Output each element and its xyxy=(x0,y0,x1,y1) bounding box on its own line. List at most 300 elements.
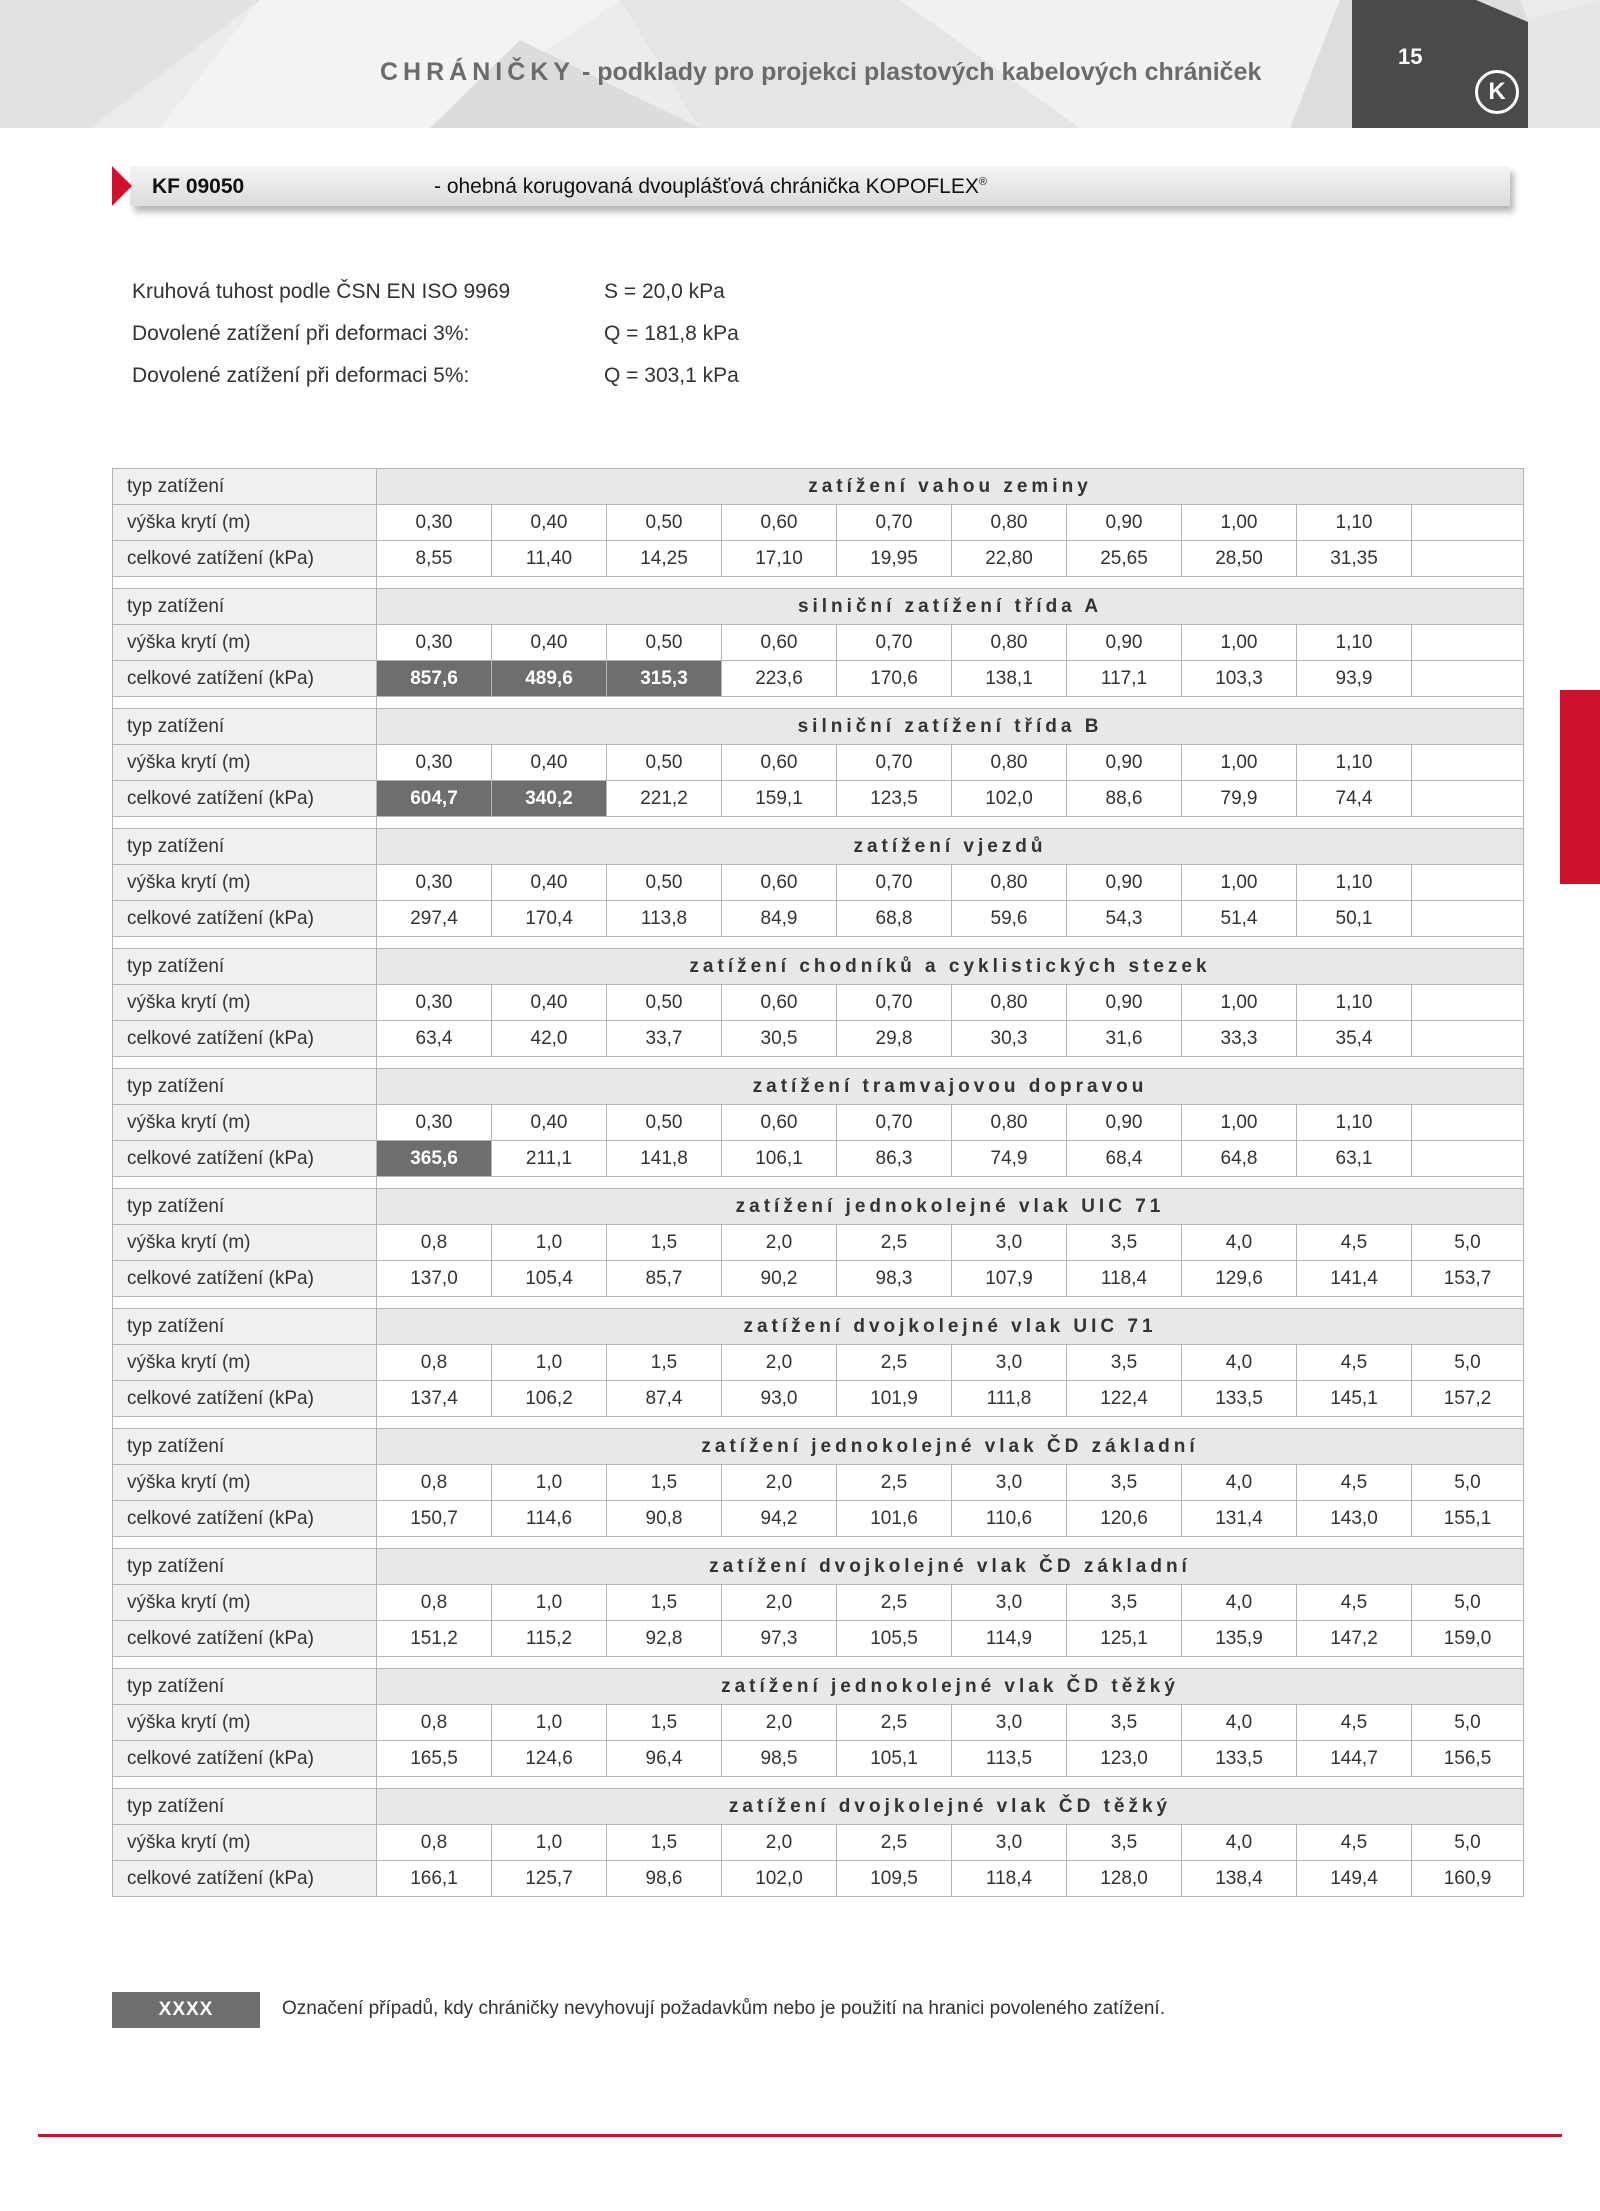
depth-cell: 0,8 xyxy=(377,1225,492,1261)
depth-cell: 4,0 xyxy=(1182,1585,1297,1621)
load-cell: 14,25 xyxy=(607,541,722,577)
gap-cell xyxy=(113,1657,377,1669)
depth-cell: 0,90 xyxy=(1067,745,1182,781)
depth-cell: 5,0 xyxy=(1412,1225,1524,1261)
row-label: výška krytí (m) xyxy=(113,1345,377,1381)
row-label: typ zatížení xyxy=(113,829,377,865)
depth-cell: 2,5 xyxy=(837,1465,952,1501)
depth-cell: 5,0 xyxy=(1412,1705,1524,1741)
property-label: Dovolené zatížení při deformaci 3%: xyxy=(132,322,470,345)
load-cell: 155,1 xyxy=(1412,1501,1524,1537)
load-cell: 165,5 xyxy=(377,1741,492,1777)
load-type-title: silniční zatížení třída B xyxy=(377,709,1524,745)
gap-cell xyxy=(113,1057,377,1069)
load-cell: 74,4 xyxy=(1297,781,1412,817)
load-cell: 111,8 xyxy=(952,1381,1067,1417)
depth-cell: 0,90 xyxy=(1067,1105,1182,1141)
load-cell: 93,0 xyxy=(722,1381,837,1417)
load-row xyxy=(113,541,1524,577)
depth-cell: 3,5 xyxy=(1067,1225,1182,1261)
depth-cell: 2,5 xyxy=(837,1825,952,1861)
row-label: typ zatížení xyxy=(113,709,377,745)
depth-cell: 4,0 xyxy=(1182,1345,1297,1381)
row-label: výška krytí (m) xyxy=(113,1105,377,1141)
depth-cell: 4,5 xyxy=(1297,1705,1412,1741)
load-cell: 149,4 xyxy=(1297,1861,1412,1897)
depth-cell: 0,30 xyxy=(377,625,492,661)
load-cell: 156,5 xyxy=(1412,1741,1524,1777)
depth-cell: 1,5 xyxy=(607,1585,722,1621)
load-cell: 109,5 xyxy=(837,1861,952,1897)
depth-cell: 1,5 xyxy=(607,1465,722,1501)
gap-cell xyxy=(113,1177,377,1189)
depth-cell: 5,0 xyxy=(1412,1465,1524,1501)
gap-cell xyxy=(377,1297,1524,1309)
row-label: celkové zatížení (kPa) xyxy=(113,1861,377,1897)
load-type-title: silniční zatížení třída A xyxy=(377,589,1524,625)
depth-cell: 1,10 xyxy=(1297,625,1412,661)
row-label: typ zatížení xyxy=(113,1669,377,1705)
row-label: typ zatížení xyxy=(113,589,377,625)
gap-cell xyxy=(113,1297,377,1309)
load-type-row xyxy=(113,1429,1524,1465)
load-type-title: zatížení dvojkolejné vlak ČD těžký xyxy=(377,1789,1524,1825)
depth-cell: 1,00 xyxy=(1182,625,1297,661)
legend-text: Označení případů, kdy chráničky nevyhovují požadavkům nebo je použití na hranici povoleného zatížení. xyxy=(282,1998,1165,2019)
depth-cell: 0,8 xyxy=(377,1345,492,1381)
load-cell: 114,9 xyxy=(952,1621,1067,1657)
load-type-row xyxy=(113,1309,1524,1345)
row-label: výška krytí (m) xyxy=(113,1705,377,1741)
document-title xyxy=(380,58,1261,87)
load-cell: 117,1 xyxy=(1067,661,1182,697)
load-cell: 98,3 xyxy=(837,1261,952,1297)
depth-cell: 0,80 xyxy=(952,1105,1067,1141)
section-gap xyxy=(113,1777,1524,1789)
depth-cell: 0,70 xyxy=(837,505,952,541)
depth-cell xyxy=(1412,745,1524,781)
load-row xyxy=(113,1741,1524,1777)
depth-cell: 0,50 xyxy=(607,745,722,781)
row-label: typ zatížení xyxy=(113,469,377,505)
depth-cell: 3,0 xyxy=(952,1825,1067,1861)
depth-cell: 1,10 xyxy=(1297,865,1412,901)
gap-cell xyxy=(113,1417,377,1429)
depth-cell: 4,5 xyxy=(1297,1825,1412,1861)
depth-cell: 1,00 xyxy=(1182,745,1297,781)
gap-cell xyxy=(377,937,1524,949)
depth-cell: 2,0 xyxy=(722,1825,837,1861)
depth-cell: 2,0 xyxy=(722,1465,837,1501)
gap-cell xyxy=(377,1057,1524,1069)
load-cell: 79,9 xyxy=(1182,781,1297,817)
depth-cell: 0,50 xyxy=(607,1105,722,1141)
load-type-row xyxy=(113,589,1524,625)
depth-cell: 4,5 xyxy=(1297,1465,1412,1501)
load-table xyxy=(112,468,1524,1897)
load-cell: 42,0 xyxy=(492,1021,607,1057)
load-cell: 102,0 xyxy=(722,1861,837,1897)
load-cell-exceeded: 489,6 xyxy=(492,661,607,697)
depth-cell: 0,70 xyxy=(837,985,952,1021)
depth-cell xyxy=(1412,985,1524,1021)
depth-cell: 2,0 xyxy=(722,1585,837,1621)
row-label: celkové zatížení (kPa) xyxy=(113,1381,377,1417)
property-value: S = 20,0 kPa xyxy=(604,280,725,303)
registered-mark: ® xyxy=(978,176,987,188)
depth-cell: 1,0 xyxy=(492,1825,607,1861)
depth-cell: 1,00 xyxy=(1182,1105,1297,1141)
depth-row xyxy=(113,625,1524,661)
load-cell: 118,4 xyxy=(1067,1261,1182,1297)
depth-cell: 1,00 xyxy=(1182,865,1297,901)
load-cell: 297,4 xyxy=(377,901,492,937)
load-type-title: zatížení vjezdů xyxy=(377,829,1524,865)
depth-cell: 5,0 xyxy=(1412,1345,1524,1381)
depth-cell: 1,10 xyxy=(1297,1105,1412,1141)
load-cell: 98,5 xyxy=(722,1741,837,1777)
load-cell: 129,6 xyxy=(1182,1261,1297,1297)
row-label: typ zatížení xyxy=(113,1309,377,1345)
load-cell: 106,1 xyxy=(722,1141,837,1177)
depth-cell: 1,5 xyxy=(607,1345,722,1381)
property-value: Q = 181,8 kPa xyxy=(604,322,739,345)
depth-cell: 2,0 xyxy=(722,1705,837,1741)
load-cell: 33,3 xyxy=(1182,1021,1297,1057)
depth-cell: 3,5 xyxy=(1067,1585,1182,1621)
load-cell: 50,1 xyxy=(1297,901,1412,937)
load-row xyxy=(113,1021,1524,1057)
depth-cell: 4,5 xyxy=(1297,1225,1412,1261)
depth-cell: 0,70 xyxy=(837,625,952,661)
depth-cell: 3,5 xyxy=(1067,1705,1182,1741)
load-cell: 133,5 xyxy=(1182,1381,1297,1417)
depth-cell: 2,0 xyxy=(722,1225,837,1261)
row-label: celkové zatížení (kPa) xyxy=(113,1621,377,1657)
load-cell: 30,5 xyxy=(722,1021,837,1057)
depth-row xyxy=(113,1345,1524,1381)
load-cell: 106,2 xyxy=(492,1381,607,1417)
load-cell: 141,8 xyxy=(607,1141,722,1177)
depth-cell: 0,90 xyxy=(1067,865,1182,901)
row-label: typ zatížení xyxy=(113,1549,377,1585)
load-type-title: zatížení jednokolejné vlak UIC 71 xyxy=(377,1189,1524,1225)
depth-cell: 0,30 xyxy=(377,865,492,901)
load-cell: 115,2 xyxy=(492,1621,607,1657)
depth-cell: 4,0 xyxy=(1182,1225,1297,1261)
load-cell: 105,1 xyxy=(837,1741,952,1777)
depth-cell: 0,40 xyxy=(492,505,607,541)
depth-cell: 3,0 xyxy=(952,1345,1067,1381)
section-gap xyxy=(113,1417,1524,1429)
load-cell: 8,55 xyxy=(377,541,492,577)
depth-row xyxy=(113,1585,1524,1621)
depth-cell: 0,30 xyxy=(377,745,492,781)
load-cell: 19,95 xyxy=(837,541,952,577)
load-cell: 94,2 xyxy=(722,1501,837,1537)
depth-row xyxy=(113,745,1524,781)
load-cell: 137,4 xyxy=(377,1381,492,1417)
load-cell: 153,7 xyxy=(1412,1261,1524,1297)
load-cell: 54,3 xyxy=(1067,901,1182,937)
load-cell: 160,9 xyxy=(1412,1861,1524,1897)
depth-cell: 2,5 xyxy=(837,1585,952,1621)
gap-cell xyxy=(113,1537,377,1549)
load-type-title: zatížení dvojkolejné vlak UIC 71 xyxy=(377,1309,1524,1345)
gap-cell xyxy=(377,1777,1524,1789)
load-cell: 123,0 xyxy=(1067,1741,1182,1777)
section-gap xyxy=(113,577,1524,589)
depth-cell: 0,30 xyxy=(377,505,492,541)
footer-line xyxy=(38,2134,1562,2137)
load-cell: 125,7 xyxy=(492,1861,607,1897)
row-label: celkové zatížení (kPa) xyxy=(113,1141,377,1177)
load-cell: 221,2 xyxy=(607,781,722,817)
depth-cell: 5,0 xyxy=(1412,1825,1524,1861)
row-label: celkové zatížení (kPa) xyxy=(113,1261,377,1297)
load-cell: 59,6 xyxy=(952,901,1067,937)
load-cell: 157,2 xyxy=(1412,1381,1524,1417)
load-cell xyxy=(1412,781,1524,817)
product-code: KF 09050 xyxy=(152,175,245,198)
depth-cell: 0,40 xyxy=(492,625,607,661)
depth-row xyxy=(113,1825,1524,1861)
load-cell: 90,8 xyxy=(607,1501,722,1537)
gap-cell xyxy=(113,817,377,829)
load-cell: 31,35 xyxy=(1297,541,1412,577)
depth-cell: 0,80 xyxy=(952,505,1067,541)
depth-cell: 0,60 xyxy=(722,985,837,1021)
load-cell: 159,1 xyxy=(722,781,837,817)
section-gap xyxy=(113,817,1524,829)
depth-row xyxy=(113,1705,1524,1741)
load-cell-exceeded: 315,3 xyxy=(607,661,722,697)
depth-cell: 1,10 xyxy=(1297,745,1412,781)
depth-cell: 0,70 xyxy=(837,745,952,781)
load-cell: 113,8 xyxy=(607,901,722,937)
load-cell-exceeded: 857,6 xyxy=(377,661,492,697)
depth-cell: 5,0 xyxy=(1412,1585,1524,1621)
load-cell: 110,6 xyxy=(952,1501,1067,1537)
depth-cell: 1,0 xyxy=(492,1465,607,1501)
title-spaced: CHRÁNIČKY xyxy=(380,58,575,86)
load-cell-exceeded: 340,2 xyxy=(492,781,607,817)
depth-cell: 0,8 xyxy=(377,1825,492,1861)
load-cell: 85,7 xyxy=(607,1261,722,1297)
depth-cell: 0,50 xyxy=(607,985,722,1021)
load-cell: 151,2 xyxy=(377,1621,492,1657)
load-cell: 102,0 xyxy=(952,781,1067,817)
depth-cell: 0,60 xyxy=(722,1105,837,1141)
depth-cell: 3,5 xyxy=(1067,1345,1182,1381)
section-gap xyxy=(113,1177,1524,1189)
load-cell: 97,3 xyxy=(722,1621,837,1657)
load-type-row xyxy=(113,1669,1524,1705)
depth-cell: 1,10 xyxy=(1297,985,1412,1021)
depth-cell: 4,5 xyxy=(1297,1585,1412,1621)
depth-cell: 3,5 xyxy=(1067,1825,1182,1861)
load-row xyxy=(113,1861,1524,1897)
depth-cell: 3,5 xyxy=(1067,1465,1182,1501)
load-cell: 138,1 xyxy=(952,661,1067,697)
load-cell: 123,5 xyxy=(837,781,952,817)
depth-cell: 0,40 xyxy=(492,865,607,901)
row-label: typ zatížení xyxy=(113,1069,377,1105)
load-cell: 159,0 xyxy=(1412,1621,1524,1657)
depth-cell xyxy=(1412,625,1524,661)
load-cell: 170,6 xyxy=(837,661,952,697)
row-label: výška krytí (m) xyxy=(113,985,377,1021)
gap-cell xyxy=(377,1657,1524,1669)
section-gap xyxy=(113,1537,1524,1549)
load-cell: 86,3 xyxy=(837,1141,952,1177)
depth-row xyxy=(113,1465,1524,1501)
row-label: celkové zatížení (kPa) xyxy=(113,1741,377,1777)
depth-cell: 0,8 xyxy=(377,1705,492,1741)
legend-marker: XXXX xyxy=(112,1992,260,2028)
load-cell: 64,8 xyxy=(1182,1141,1297,1177)
load-row xyxy=(113,1621,1524,1657)
load-type-title: zatížení jednokolejné vlak ČD základní xyxy=(377,1429,1524,1465)
load-type-row xyxy=(113,1189,1524,1225)
logo-letter: K xyxy=(1488,78,1506,105)
depth-row xyxy=(113,1225,1524,1261)
load-cell: 90,2 xyxy=(722,1261,837,1297)
load-cell: 166,1 xyxy=(377,1861,492,1897)
load-type-title: zatížení tramvajovou dopravou xyxy=(377,1069,1524,1105)
load-cell: 87,4 xyxy=(607,1381,722,1417)
depth-cell: 0,30 xyxy=(377,1105,492,1141)
row-label: výška krytí (m) xyxy=(113,1465,377,1501)
load-row xyxy=(113,661,1524,697)
row-label: celkové zatížení (kPa) xyxy=(113,1021,377,1057)
gap-cell xyxy=(377,697,1524,709)
depth-cell: 0,80 xyxy=(952,985,1067,1021)
load-cell: 137,0 xyxy=(377,1261,492,1297)
arrow-marker-icon xyxy=(112,166,132,206)
load-row xyxy=(113,1381,1524,1417)
section-gap xyxy=(113,937,1524,949)
load-cell: 118,4 xyxy=(952,1861,1067,1897)
depth-cell: 1,00 xyxy=(1182,985,1297,1021)
depth-cell: 2,5 xyxy=(837,1705,952,1741)
load-cell xyxy=(1412,901,1524,937)
property-label: Kruhová tuhost podle ČSN EN ISO 9969 xyxy=(132,280,511,303)
depth-cell: 1,10 xyxy=(1297,505,1412,541)
depth-cell: 0,50 xyxy=(607,625,722,661)
row-label: celkové zatížení (kPa) xyxy=(113,901,377,937)
row-label: celkové zatížení (kPa) xyxy=(113,541,377,577)
depth-cell xyxy=(1412,1105,1524,1141)
load-cell xyxy=(1412,1021,1524,1057)
load-type-row xyxy=(113,709,1524,745)
gap-cell xyxy=(113,697,377,709)
load-cell: 17,10 xyxy=(722,541,837,577)
row-label: výška krytí (m) xyxy=(113,1225,377,1261)
load-table-body xyxy=(113,469,1524,1897)
load-cell xyxy=(1412,541,1524,577)
section-gap xyxy=(113,1057,1524,1069)
depth-cell: 1,0 xyxy=(492,1225,607,1261)
load-cell: 84,9 xyxy=(722,901,837,937)
load-type-row xyxy=(113,949,1524,985)
row-label: výška krytí (m) xyxy=(113,1825,377,1861)
load-cell: 22,80 xyxy=(952,541,1067,577)
load-cell: 147,2 xyxy=(1297,1621,1412,1657)
side-tab-marker xyxy=(1560,690,1600,884)
depth-cell: 1,5 xyxy=(607,1225,722,1261)
depth-cell: 1,0 xyxy=(492,1585,607,1621)
row-label: typ zatížení xyxy=(113,1189,377,1225)
load-cell: 29,8 xyxy=(837,1021,952,1057)
depth-cell: 0,90 xyxy=(1067,505,1182,541)
load-cell: 138,4 xyxy=(1182,1861,1297,1897)
depth-cell: 0,70 xyxy=(837,865,952,901)
load-type-row xyxy=(113,1789,1524,1825)
depth-cell: 0,40 xyxy=(492,745,607,781)
section-gap xyxy=(113,1657,1524,1669)
gap-cell xyxy=(377,577,1524,589)
property-value: Q = 303,1 kPa xyxy=(604,364,739,387)
load-cell: 103,3 xyxy=(1182,661,1297,697)
depth-cell xyxy=(1412,505,1524,541)
depth-cell: 1,5 xyxy=(607,1825,722,1861)
row-label: typ zatížení xyxy=(113,1789,377,1825)
row-label: výška krytí (m) xyxy=(113,505,377,541)
depth-cell: 2,5 xyxy=(837,1225,952,1261)
depth-cell: 4,5 xyxy=(1297,1345,1412,1381)
depth-cell: 0,40 xyxy=(492,1105,607,1141)
depth-cell: 0,90 xyxy=(1067,985,1182,1021)
depth-cell: 2,0 xyxy=(722,1345,837,1381)
depth-cell xyxy=(1412,865,1524,901)
depth-cell: 2,5 xyxy=(837,1345,952,1381)
gap-cell xyxy=(377,1177,1524,1189)
load-cell: 68,4 xyxy=(1067,1141,1182,1177)
load-cell: 105,5 xyxy=(837,1621,952,1657)
load-cell: 105,4 xyxy=(492,1261,607,1297)
load-cell: 135,9 xyxy=(1182,1621,1297,1657)
load-cell: 144,7 xyxy=(1297,1741,1412,1777)
row-label: výška krytí (m) xyxy=(113,745,377,781)
depth-cell: 0,80 xyxy=(952,745,1067,781)
property-label: Dovolené zatížení při deformaci 5%: xyxy=(132,364,470,387)
row-label: celkové zatížení (kPa) xyxy=(113,781,377,817)
load-cell: 93,9 xyxy=(1297,661,1412,697)
load-cell: 31,6 xyxy=(1067,1021,1182,1057)
load-row xyxy=(113,1261,1524,1297)
depth-cell: 4,0 xyxy=(1182,1705,1297,1741)
depth-row xyxy=(113,1105,1524,1141)
load-cell: 101,9 xyxy=(837,1381,952,1417)
load-row xyxy=(113,901,1524,937)
depth-cell: 1,5 xyxy=(607,1705,722,1741)
depth-cell: 0,60 xyxy=(722,505,837,541)
load-cell: 35,4 xyxy=(1297,1021,1412,1057)
gap-cell xyxy=(377,1537,1524,1549)
depth-cell: 0,40 xyxy=(492,985,607,1021)
gap-cell xyxy=(113,1777,377,1789)
depth-row xyxy=(113,985,1524,1021)
depth-cell: 0,60 xyxy=(722,865,837,901)
load-cell: 33,7 xyxy=(607,1021,722,1057)
load-cell: 68,8 xyxy=(837,901,952,937)
load-cell: 101,6 xyxy=(837,1501,952,1537)
load-cell: 63,1 xyxy=(1297,1141,1412,1177)
load-cell: 120,6 xyxy=(1067,1501,1182,1537)
depth-cell: 1,0 xyxy=(492,1705,607,1741)
depth-cell: 0,80 xyxy=(952,865,1067,901)
